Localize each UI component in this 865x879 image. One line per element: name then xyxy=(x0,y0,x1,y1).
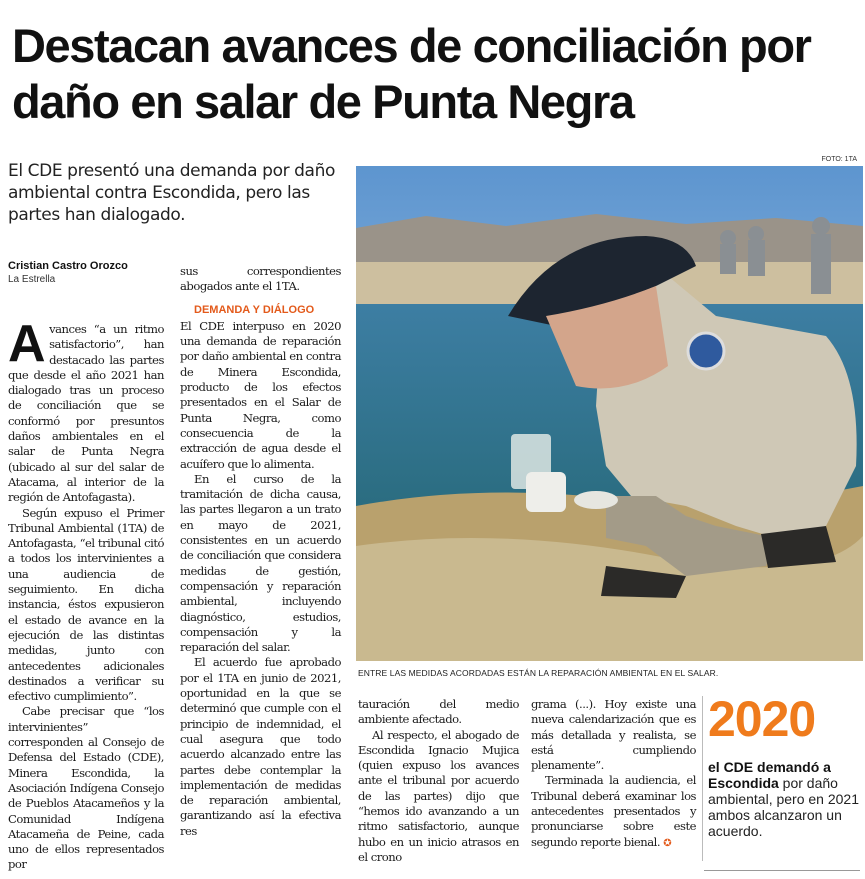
article-column-1 xyxy=(8,315,164,873)
stat-text xyxy=(708,759,860,839)
paragraph-8 xyxy=(531,773,696,850)
article-column-4 xyxy=(531,697,696,851)
photo-credit: FOTO: 1TA xyxy=(821,156,857,163)
paragraph-7: Al respecto, el abogado de Escondida Ignacio Mujica (quien expuso los avances ante el tribunal por acuerdo de las partes) dijo que “hemos ido avanzando a un ritmo satisfactorio, aunque hubo en un inicio atrasos en el crono xyxy=(358,727,519,864)
stat-text-bold: el CDE demandó a Escondida xyxy=(708,759,831,791)
article-photo xyxy=(356,166,863,661)
photo-caption: ENTRE LAS MEDIDAS ACORDADAS ESTÁN LA REPARACIÓN AMBIENTAL EN EL SALAR. xyxy=(358,668,719,678)
paragraph-3-cont: sus correspondientes abogados ante el 1TA. xyxy=(180,264,341,294)
paragraph-8-text: Terminada la audiencia, el Tribunal deberá examinar los antecedentes presentados y pronunciarse sobre este segundo reporte bienal. xyxy=(531,773,696,849)
article-column-2 xyxy=(180,264,341,839)
paragraph-6-cont: tauración del medio ambiente afectado. xyxy=(358,697,519,727)
subhead: DEMANDA Y DIÁLOGO xyxy=(194,303,315,316)
paragraph-7-cont: grama (...). Hoy existe una nueva calendarización que es más detallada y realista, se está cumpliendo plenamente”. xyxy=(531,697,696,773)
paragraph-1-text: vances “a un ritmo satisfactorio”, han destacado las partes que desde el año 2021 han dialogado tras un proceso de conciliación que se conformó por presuntos daños ambientales en el salar de Punta Negra (ubicado al sur del salar de Atacama, al interior de la región de Antofagasta). xyxy=(8,322,164,505)
byline-publication: La Estrella xyxy=(8,274,56,285)
stat-bottom-rule xyxy=(704,870,860,871)
end-mark-icon: ✪ xyxy=(663,837,672,849)
stat-text-rest: por daño ambiental, pero en 2021 ambos alcanzaron un acuerdo. xyxy=(708,775,859,839)
drop-cap: A xyxy=(8,315,46,373)
paragraph-5: En el curso de la tramitación de dicha causa, las partes llegaron a un trato en mayo de 2021, consistentes en un acuerdo de conciliación que considera medidas de gestión, compensación y reparación ambiental, incluyendo diagnóstico, estudios, compensación y la reparación del salar. xyxy=(180,471,341,655)
article-column-3 xyxy=(358,697,519,865)
paragraph-3: Cabe precisar que “los intervinientes” corresponden al Consejo de Defensa del Estado (CDE), Minera Escondida, la Asociación Indígena Consejo de Pueblos Atacameños y la Comunidad Indígena Atacameña de Peine, cada uno de ellos representados por xyxy=(8,704,164,872)
byline-author: Cristian Castro Orozco xyxy=(8,260,128,272)
paragraph-1 xyxy=(8,315,164,506)
paragraph-6: El acuerdo fue aprobado por el 1TA en junio de 2021, oportunidad en la que se determinó que cumple con el principio de indemnidad, el cual asegura que todo acuerdo alcanzado entre las partes debe contemplar la implementación de medidas de reparación ambiental, garantizando así la efectiva res xyxy=(180,655,341,838)
lede: El CDE presentó una demanda por daño ambiental contra Escondida, pero las partes han dialogado. xyxy=(8,161,335,225)
sidebar-divider xyxy=(702,696,703,861)
paragraph-4: El CDE interpuso en 2020 una demanda de reparación por daño ambiental en contra de Minera Escondida, producto de los efectos presentados en el Salar de Punta Negra, como consecuencia de la extracción de agua desde el acuífero que lo alimenta. xyxy=(180,318,341,471)
stat-year: 2020 xyxy=(708,691,816,747)
paragraph-2: Según expuso el Primer Tribunal Ambiental (1TA) de Antofagasta, “el tribunal citó a todos los intervinientes a una audiencia de seguimiento. En dicha instancia, éstos expusieron el estado de avance en la ejecución de las distintas medidas, junto con antecedentes adicionales destinados a verificar su efectivo cumplimiento”. xyxy=(8,505,164,704)
headline: Destacan avances de conciliación por daño en salar de Punta Negra xyxy=(12,19,811,128)
